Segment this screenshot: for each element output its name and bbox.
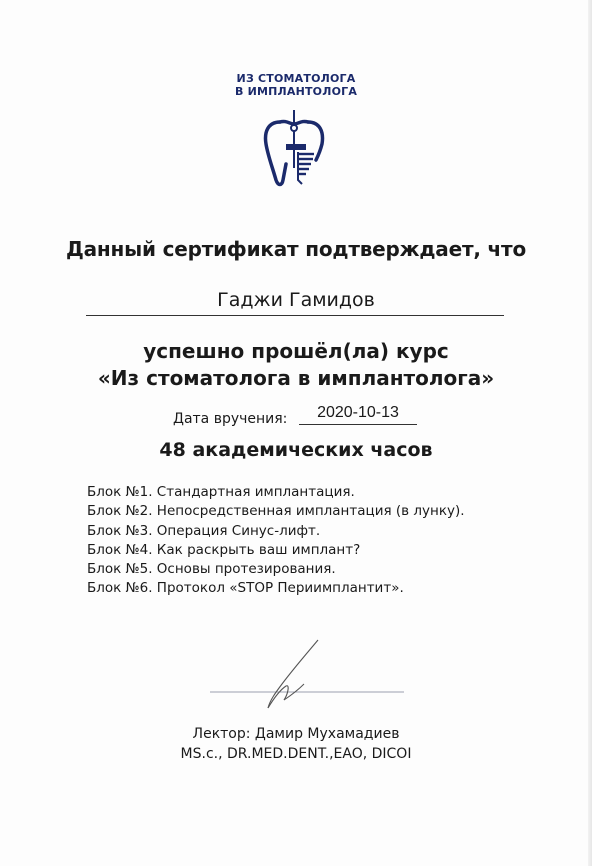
list-item: Блок №2. Непосредственная имплантация (в лунку).	[87, 503, 465, 520]
lecturer-credentials: MS.c., DR.MED.DENT.,EAO, DICOI	[180, 746, 412, 762]
list-item: Блок №6. Протокол «STOP Периимплантит».	[87, 580, 404, 597]
lecturer-name: Лектор: Дамир Мухамадиев	[192, 726, 400, 742]
lecturer-signature	[208, 638, 408, 718]
list-item: Блок №3. Операция Синус-лифт.	[87, 522, 321, 539]
logo-title-line1: ИЗ СТОМАТОЛОГА	[236, 72, 356, 85]
list-item: Блок №4. Как раскрыть ваш имплант?	[87, 541, 361, 558]
course-blocks-list	[87, 483, 557, 599]
completion-statement: успешно прошёл(ла) курс	[143, 339, 449, 363]
recipient-name: Гаджи Гамидов	[217, 289, 375, 311]
list-item: Блок №1. Стандартная имплантация.	[87, 484, 355, 500]
issue-date-label: Дата вручения:	[173, 411, 288, 427]
certificate-heading: Данный сертификат подтверждает, что	[65, 237, 526, 261]
issue-date-underline	[299, 424, 417, 425]
issue-date-value: 2020-10-13	[317, 404, 399, 421]
course-title: «Из стоматолога в имплантолога»	[97, 366, 495, 390]
logo-title-line2: В ИМПЛАНТОЛОГА	[234, 85, 358, 98]
tooth-implant-icon	[258, 108, 330, 190]
academic-hours: 48 академических часов	[159, 439, 433, 461]
recipient-underline	[86, 315, 504, 316]
list-item: Блок №5. Основы протезирования.	[87, 561, 336, 578]
